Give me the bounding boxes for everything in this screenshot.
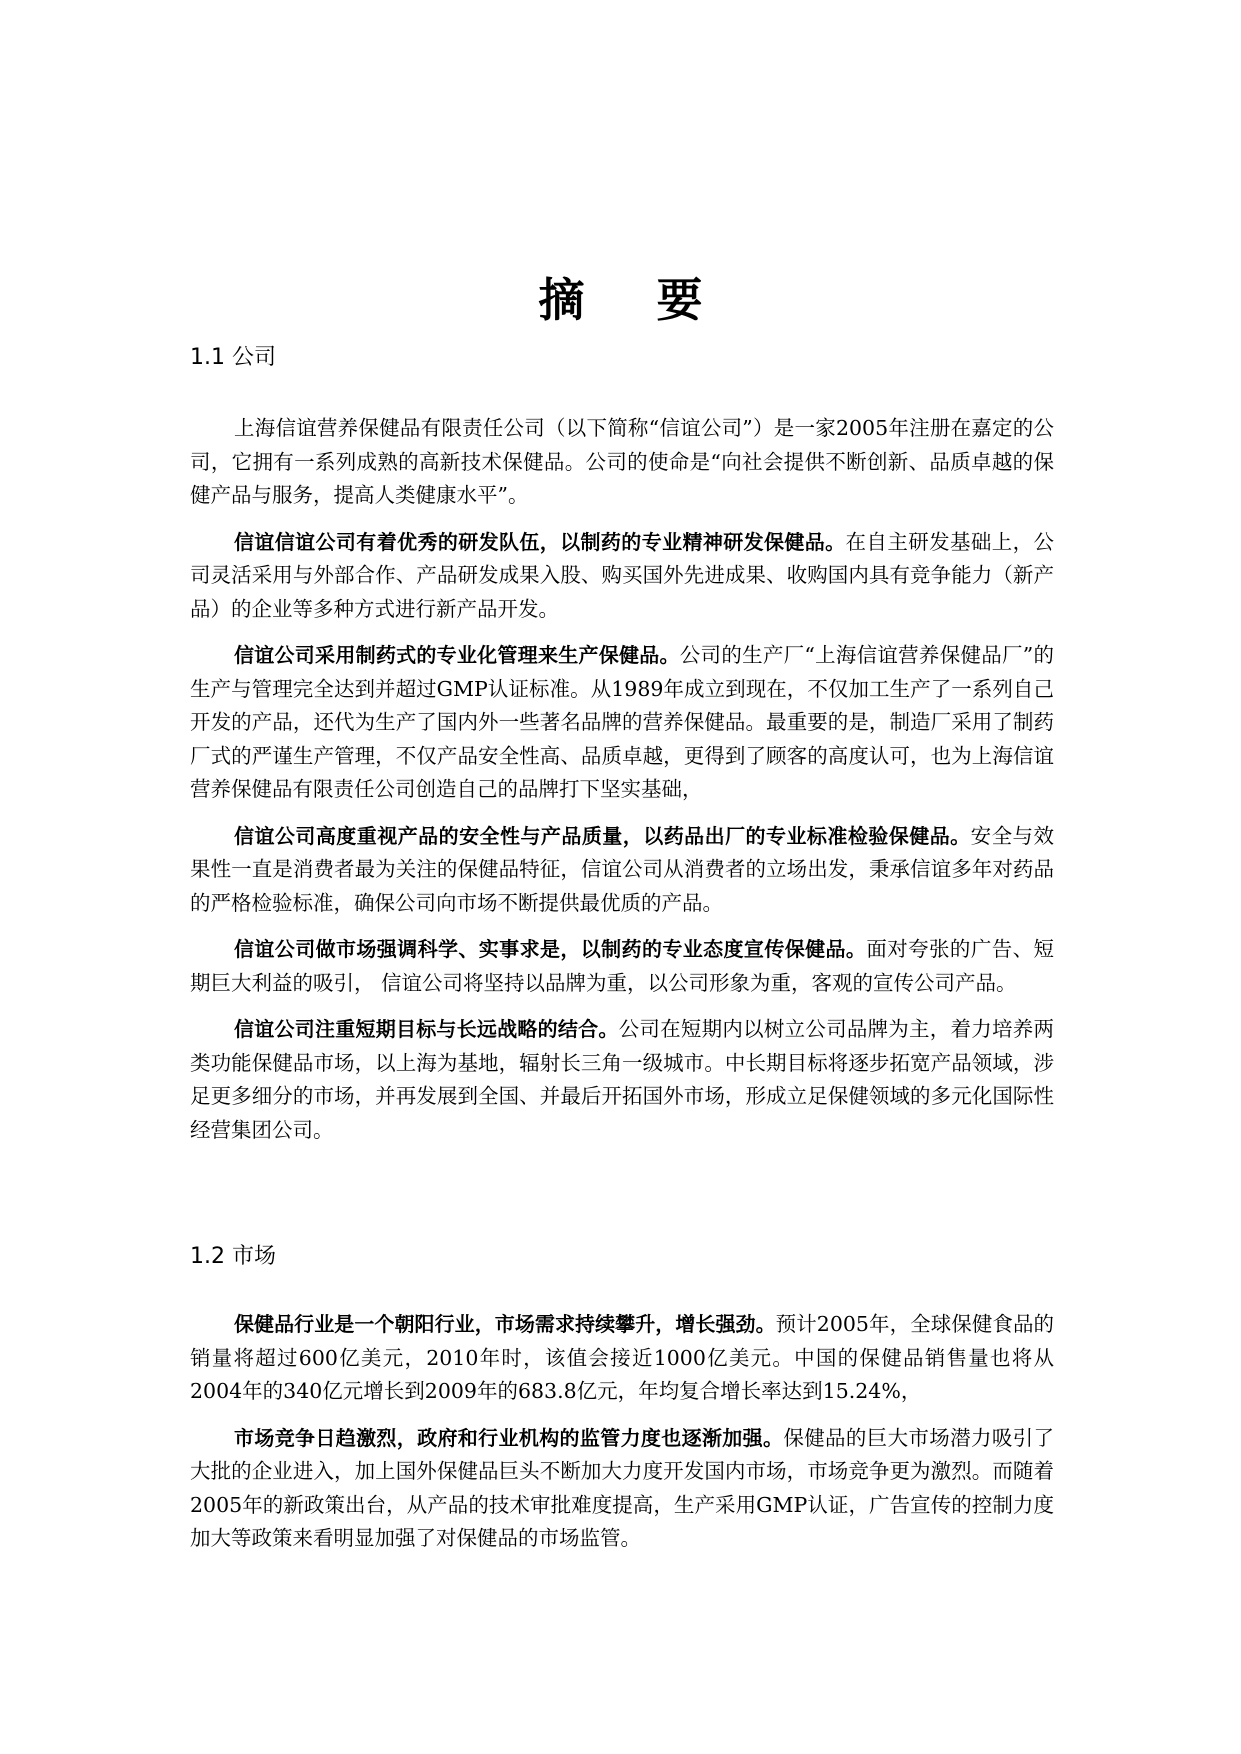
paragraph: [190, 1422, 1054, 1556]
paragraph-lead: 信谊公司高度重视产品的安全性与产品质量，以药品出厂的专业标准检验保健品。: [234, 823, 971, 848]
paragraph: [190, 933, 1054, 1000]
section-body-market: [190, 1308, 1054, 1569]
section-heading-market: 1.2 市场: [190, 1244, 276, 1269]
paragraph-text: 公司的生产厂“上海信谊营养保健品厂”的生产与管理完全达到并超过GMP认证标准。从1989年成立到现在，不仅加工生产了一系列自己开发的产品，还代为生产了国内外一些著名品牌的营养保健品。最重要的是，制造厂采用了制药厂式的严谨生产管理，不仅产品安全性高、品质卓越，更得到了顾客的高度认可，也为上海信谊营养保健品有限责任公司创造自己的品牌打下坚实基础，: [190, 643, 1054, 801]
paragraph-text: 保健品的巨大市场潜力吸引了大批的企业进入，加上国外保健品巨头不断加大力度开发国内市场，市场竞争更为激烈。而随着2005年的新政策出台，从产品的技术审批难度提高，生产采用GMP认证，广告宣传的控制力度加大等政策来看明显加强了对保健品的市场监管。: [190, 1425, 1055, 1550]
paragraph-lead: 市场竞争日趋激烈，政府和行业机构的监管力度也逐渐加强。: [234, 1425, 784, 1450]
paragraph-lead: 信谊公司采用制药式的专业化管理来生产保健品。: [234, 643, 680, 667]
paragraph: [190, 1308, 1054, 1409]
paragraph: [190, 526, 1054, 627]
paragraph-text: 安全与效果性一直是消费者最为关注的保健品特征，信谊公司从消费者的立场出发，秉承信谊多年对药品的严格检验标准，确保公司向市场不断提供最优质的产品。: [190, 823, 1055, 915]
paragraph-lead: 信谊信谊公司有着优秀的研发队伍，以制药的专业精神研发保健品。: [234, 529, 846, 554]
paragraph-text: 上海信谊营养保健品有限责任公司（以下简称“信谊公司”）是一家2005年注册在嘉定的公司，它拥有一系列成熟的高新技术保健品。公司的使命是“向社会提供不断创新、品质卓越的保健产品与服务，提高人类健康水平”。: [190, 416, 1054, 507]
paragraph: [190, 820, 1054, 921]
section-heading-company: 1.1 公司: [190, 345, 276, 370]
paragraph-lead: 信谊公司做市场强调科学、实事求是，以制药的专业态度宣传保健品。: [234, 937, 867, 961]
paragraph-lead: 信谊公司注重短期目标与长远战略的结合。: [234, 1017, 619, 1041]
paragraph-text: 公司在短期内以树立公司品牌为主，着力培养两类功能保健品市场，以上海为基地，辐射长三角一级城市。中长期目标将逐步拓宽产品领域，涉足更多细分的市场，并再发展到全国、并最后开拓国外市场，形成立足保健领域的多元化国际性经营集团公司。: [190, 1017, 1055, 1142]
paragraph-text: 在自主研发基础上，公司灵活采用与外部合作、产品研发成果入股、购买国外先进成果、收购国内具有竞争能力（新产品）的企业等多种方式进行新产品开发。: [190, 529, 1055, 621]
section-body-company: [190, 412, 1054, 1160]
paragraph: [190, 412, 1054, 513]
page-title: 摘 要: [538, 273, 731, 327]
paragraph: [190, 639, 1054, 807]
paragraph: [190, 1013, 1054, 1147]
paragraph-text: 面对夸张的广告、短期巨大利益的吸引， 信谊公司将坚持以品牌为重，以公司形象为重，客观的宣传公司产品。: [190, 937, 1055, 995]
paragraph-lead: 保健品行业是一个朝阳行业，市场需求持续攀升，增长强劲。: [234, 1312, 776, 1336]
paragraph-text: 预计2005年，全球保健食品的销量将超过600亿美元，2010年时，该值会接近1000亿美元。中国的保健品销售量也将从2004年的340亿元增长到2009年的683.8亿元，年均复合增长率达到15.24%，: [190, 1312, 1055, 1403]
